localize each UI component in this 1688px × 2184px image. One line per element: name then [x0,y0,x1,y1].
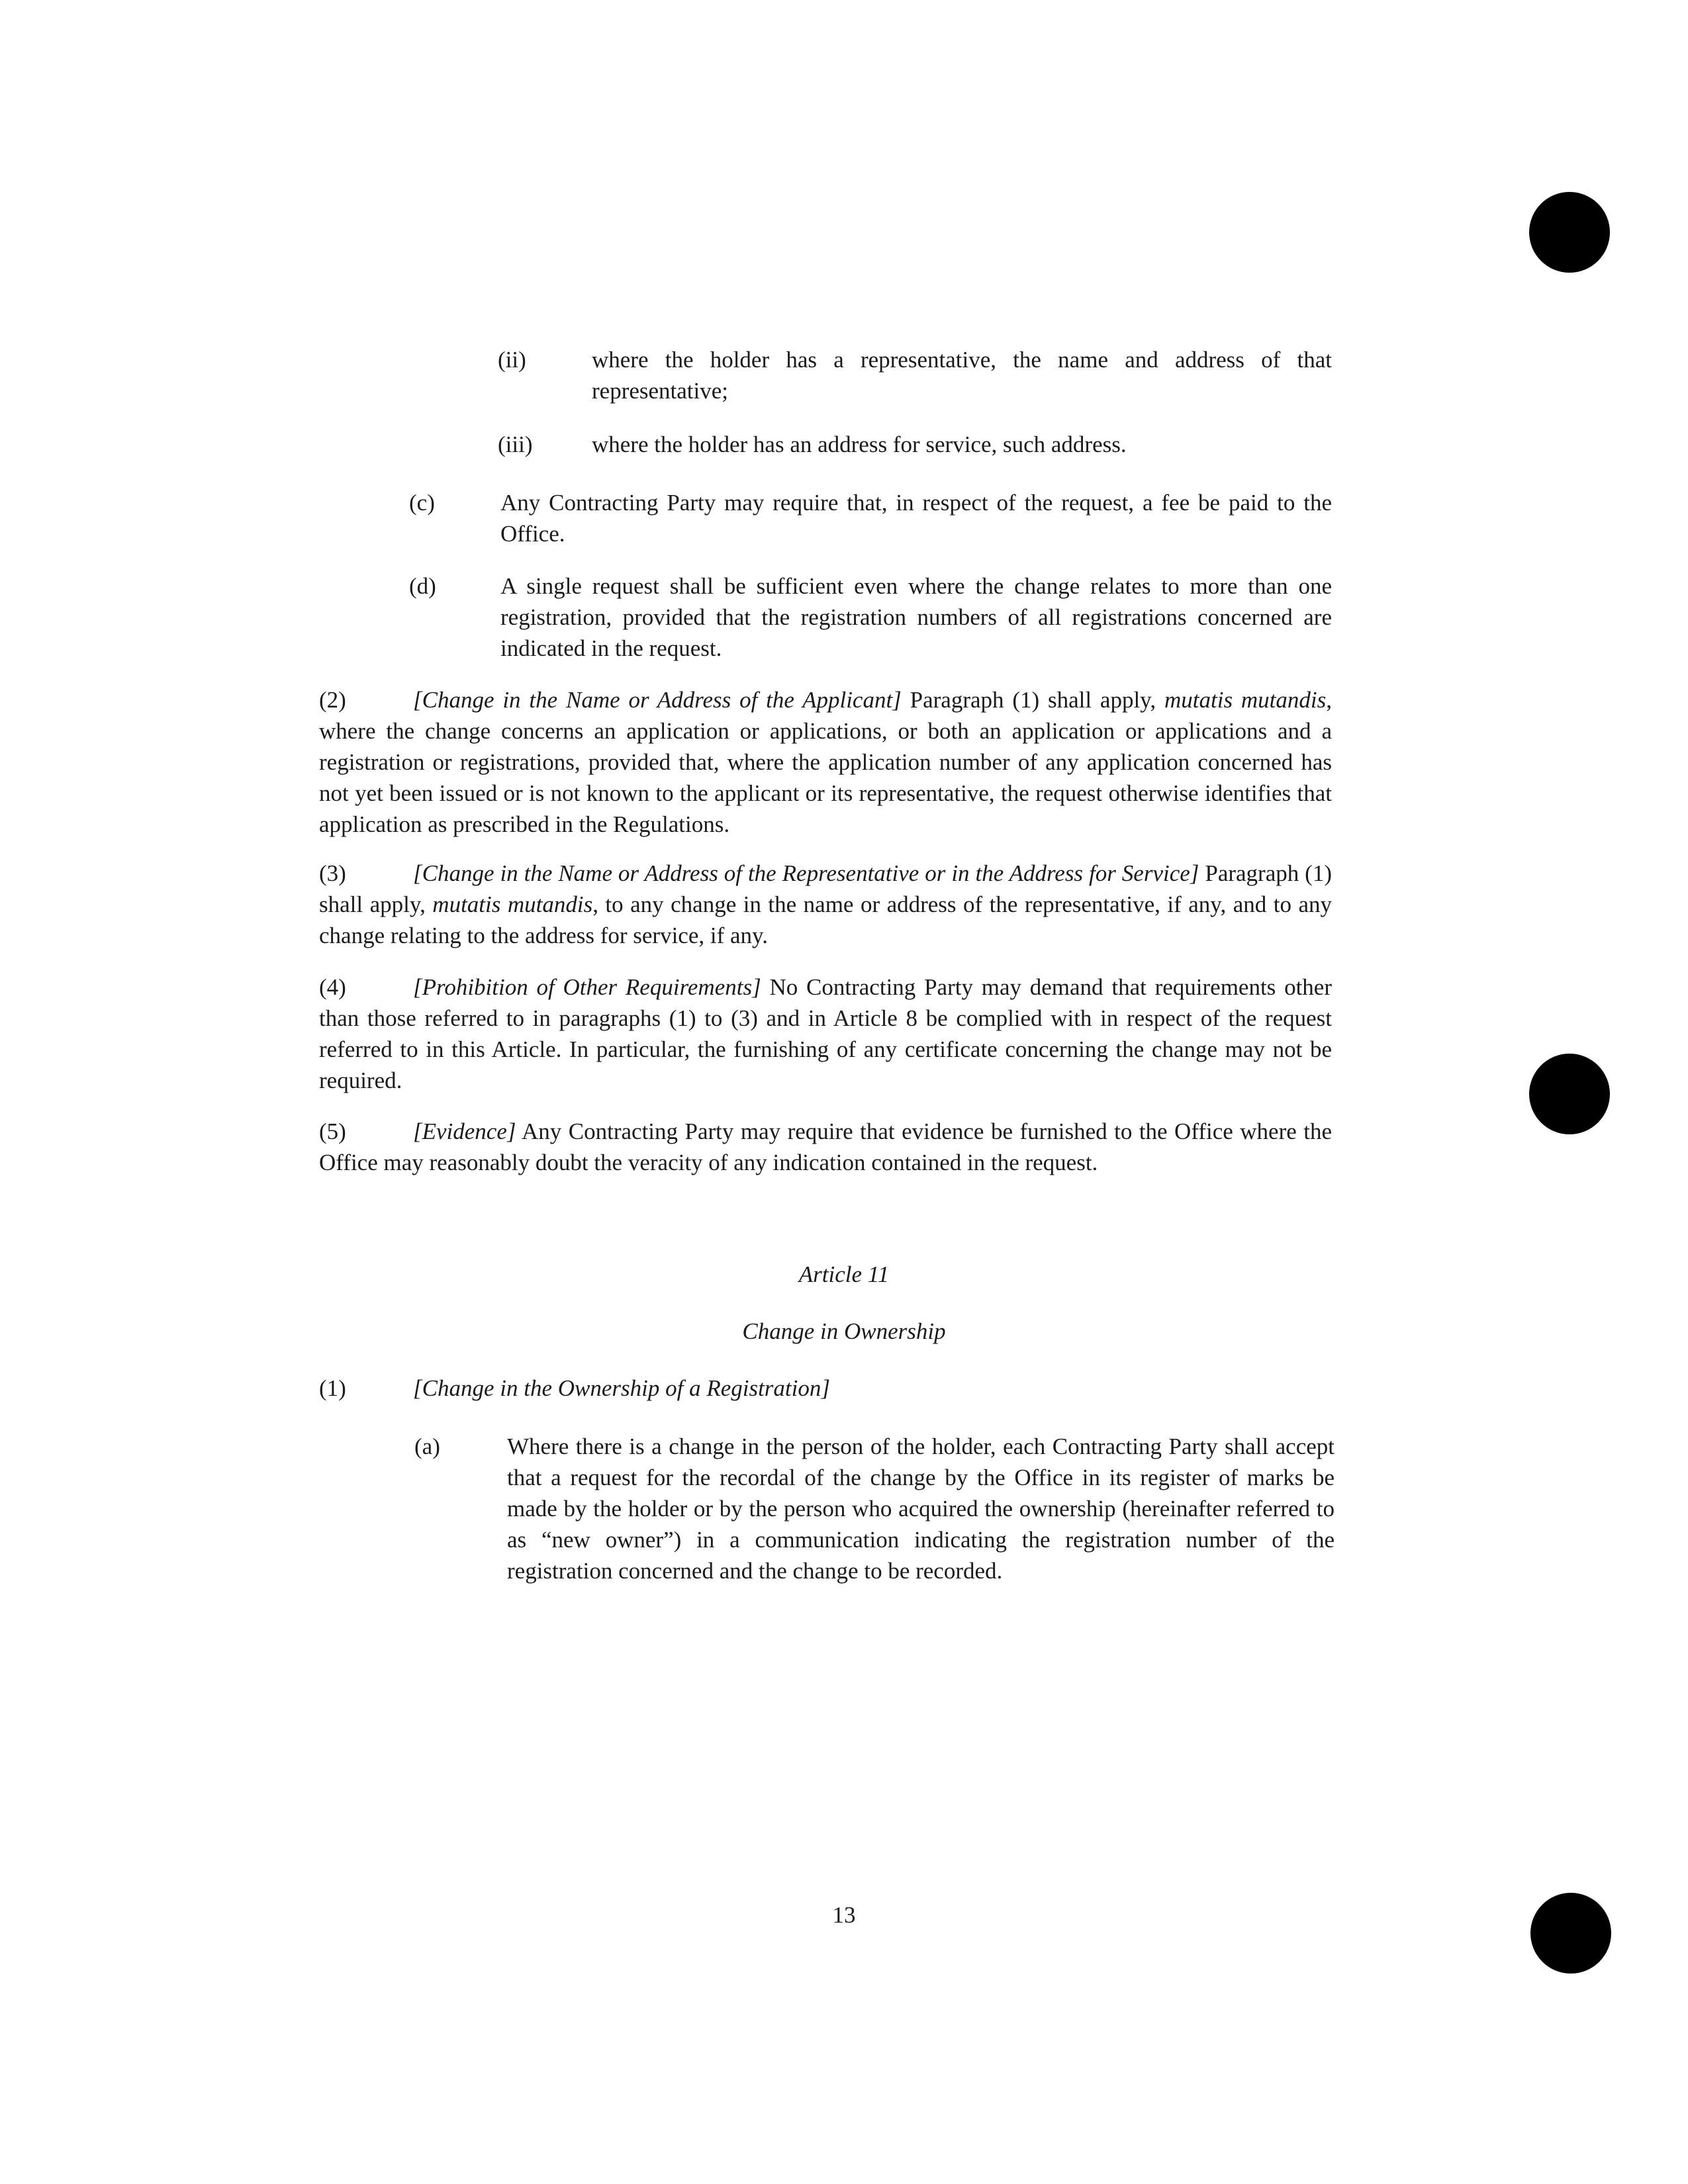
paragraph-text: No Contracting Party may demand that requirements other than those referred to in paragraphs (1) to (3) and in Article 8 be complied with in respect of the request referred to in this Article. In particular, the furnishing of any certificate concerning the change may not be required. [319,974,1332,1093]
paragraph-heading: [Evidence] [413,1118,516,1144]
section-title: [Change in the Ownership of a Registration] [413,1375,830,1401]
list-item [409,570,1332,670]
list-item [409,487,1332,553]
paragraph-number: (4) [319,974,346,1000]
punch-hole-middle [1529,1054,1610,1134]
list-item [498,429,1332,462]
paragraph-number: (2) [319,687,346,713]
section-heading [319,1373,1332,1404]
paragraph-text: , to any change in the name or address of the representative, if any, and to any change relating to the address for service, if any. [319,891,1332,948]
paragraph-text: Paragraph (1) shall apply, [901,687,1164,713]
paragraph-number: (3) [319,860,346,886]
punch-hole-top [1529,192,1610,273]
paragraph-4 [319,972,1332,1096]
item-number: (a) [414,1433,440,1459]
paragraph-heading: [Change in the Name or Address of the Representative or in the Address for Service] [413,860,1199,886]
paragraph-number: (5) [319,1118,346,1144]
item-number: (d) [409,573,436,599]
paragraph-text: , where the change concerns an application or applications, or both an application or applications and a registration or registrations, provided that, where the application number of any application concerned has not yet been issued or is not known to the applicant or its representative, the request otherwise identifies that application as prescribed in the Regulations. [319,687,1332,837]
item-number: (ii) [498,347,526,373]
latin-term: mutatis mutandis [432,891,593,917]
item-text: where the holder has a representative, the name and address of that representative; [592,347,1332,404]
paragraph-5 [319,1116,1332,1178]
item-number: (c) [409,490,435,516]
list-item [414,1431,1335,1603]
item-text: Where there is a change in the person of the holder, each Contracting Party shall accept that a request for the recordal of the change by the Office in its register of marks be made by the holder or by the person who acquired the ownership (hereinafter referred to as “new owner”) in a communication indicating the registration number of the registration concerned and the change to be recorded. [507,1433,1335,1584]
section-number: (1) [319,1375,346,1401]
paragraph-text: Paragraph (1) shall apply, [319,860,1332,917]
item-text: A single request shall be sufficient even where the change relates to more than one registration, provided that the registration numbers of all registrations concerned are indicated in the request. [500,573,1332,661]
article-subtitle: Change in Ownership [742,1318,946,1344]
paragraph-heading: [Change in the Name or Address of the Applicant] [413,687,902,713]
paragraph-3 [319,858,1332,951]
item-text: Any Contracting Party may require that, in respect of the request, a fee be paid to the Office. [500,490,1332,547]
item-text: where the holder has an address for service, such address. [592,432,1127,457]
item-number: (iii) [498,432,533,457]
latin-term: mutatis mutandis [1164,687,1327,713]
page-number: 13 [832,1902,856,1928]
paragraph-heading: [Prohibition of Other Requirements] [413,974,761,1000]
list-item [498,344,1332,410]
paragraph-2 [319,684,1332,840]
paragraph-text: Any Contracting Party may require that evidence be furnished to the Office where the Office may reasonably doubt the veracity of any indication contained in the request. [319,1118,1332,1175]
article-title: Article 11 [798,1261,890,1287]
